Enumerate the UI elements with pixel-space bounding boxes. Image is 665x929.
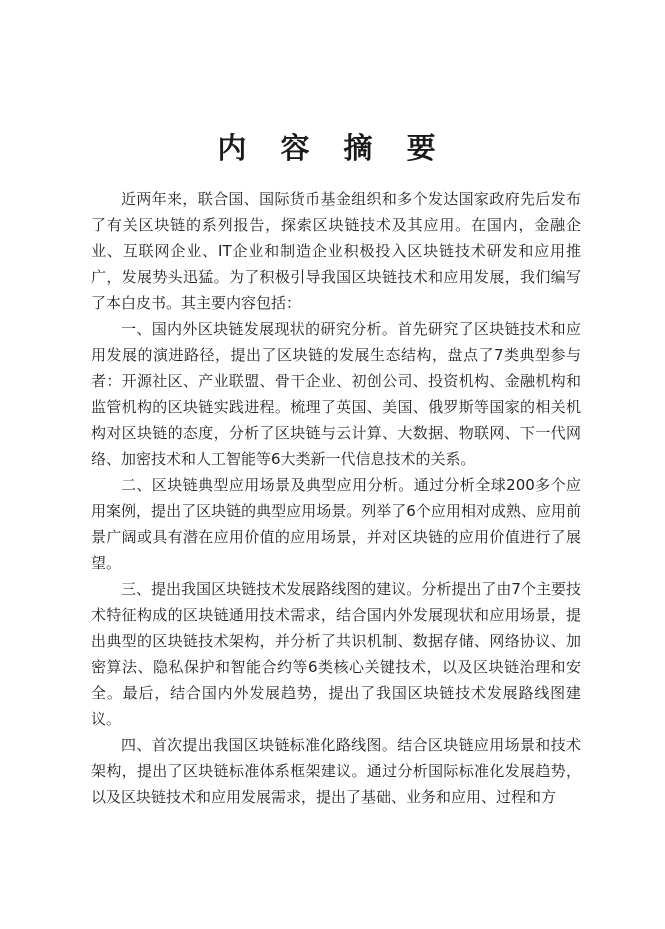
paragraph-section-4: 四、首次提出我国区块链标准化路线图。结合区块链应用场景和技术架构，提出了区块链标准体系框架建议。通过分析国际标准化发展趋势，以及区块链技术和应用发展需求，提出了基础、业务和应用、过程和方 (91, 736, 581, 806)
paragraph-section-2: 二、区块链典型应用场景及典型应用分析。通过分析全球200多个应用案例，提出了区块链的典型应用场景。列举了6个应用相对成熟、应用前景广阔或具有潜在应用价值的应用场景，并对区块链的应用价值进行了展望。 (91, 476, 581, 572)
paragraph-section-3: 三、提出我国区块链技术发展路线图的建议。分析提出了由7个主要技术特征构成的区块链通用技术需求，结合国内外发展现状和应用场景，提出典型的区块链技术架构，并分析了共识机制、数据存储、网络协议、加密算法、隐私保护和智能合约等6类核心关键技术，以及区块链治理和安全。最后，结合国内外发展趋势，提出了我国区块链技术发展路线图建议。 (91, 580, 581, 728)
paragraph-intro: 近两年来，联合国、国际货币基金组织和多个发达国家政府先后发布了有关区块链的系列报告，探索区块链技术及其应用。在国内，金融企业、互联网企业、IT企业和制造企业积极投入区块链技术研发和应用推广，发展势头迅猛。为了积极引导我国区块链技术和应用发展，我们编写了本白皮书。其主要内容包括： (91, 190, 581, 312)
page-title: 内 容 摘 要 (217, 131, 448, 165)
abstract-body (91, 186, 581, 810)
paragraph-section-1: 一、国内外区块链发展现状的研究分析。首先研究了区块链技术和应用发展的演进路径，提出了区块链的发展生态结构，盘点了7类典型参与者：开源社区、产业联盟、骨干企业、初创公司、投资机构、金融机构和监管机构的区块链实践进程。梳理了英国、美国、俄罗斯等国家的相关机构对区块链的态度，分析了区块链与云计算、大数据、物联网、下一代网络、加密技术和人工智能等6大类新一代信息技术的关系。 (91, 320, 581, 468)
